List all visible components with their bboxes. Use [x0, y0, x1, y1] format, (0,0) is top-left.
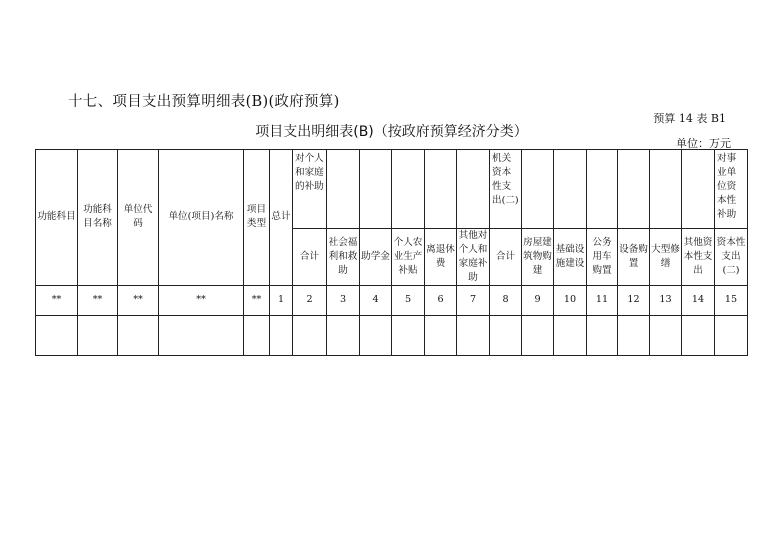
- table-cell: **: [78, 285, 118, 315]
- header-unit-project-name: 单位(项目)名称: [159, 150, 244, 286]
- empty-cell: [360, 315, 392, 355]
- empty-cell: [159, 315, 244, 355]
- header-g3-capital: 资本性支出(二): [715, 229, 748, 286]
- empty-cell: [554, 315, 587, 355]
- table-cell: 5: [392, 285, 425, 315]
- empty-cell: [36, 315, 78, 355]
- header-func-subject-name: 功能科目名称: [78, 150, 118, 286]
- empty-cell: [244, 315, 270, 355]
- table-cell: 11: [587, 285, 618, 315]
- header-g1-scholarship: 助学金: [360, 229, 392, 286]
- header-g2-total: 合计: [490, 229, 522, 286]
- header-group-personal-subsidy: 对个人和家庭的补助: [293, 150, 327, 229]
- empty-cell: [490, 315, 522, 355]
- table-cell: 7: [457, 285, 490, 315]
- header-g1-agri-subsidy: 个人农业生产补贴: [392, 229, 425, 286]
- header-g2-other: 其他资本性支出: [682, 229, 715, 286]
- header-spacer: [682, 150, 715, 229]
- empty-cell: [118, 315, 159, 355]
- table-cell: **: [244, 285, 270, 315]
- header-spacer: [618, 150, 650, 229]
- empty-cell: [522, 315, 554, 355]
- unit-label: 单位：万元: [676, 137, 731, 150]
- empty-cell: [327, 315, 360, 355]
- project-expenditure-table: [35, 149, 748, 356]
- form-code: 预算 14 表 B1: [653, 112, 726, 125]
- table-cell: 15: [715, 285, 748, 315]
- table-cell: **: [159, 285, 244, 315]
- header-spacer: [360, 150, 392, 229]
- header-group-institution-subsidy: 对事业单位资本性补助: [715, 150, 748, 229]
- table-cell: 13: [650, 285, 682, 315]
- header-g2-vehicle: 公务用车购置: [587, 229, 618, 286]
- empty-cell: [715, 315, 748, 355]
- table-cell: 8: [490, 285, 522, 315]
- section-title: 十七、项目支出预算明细表(B)(政府预算): [68, 94, 340, 110]
- table-cell: **: [36, 285, 78, 315]
- empty-cell: [682, 315, 715, 355]
- header-g2-building: 房屋建筑物购建: [522, 229, 554, 286]
- header-g2-infrastructure: 基础设施建设: [554, 229, 587, 286]
- header-func-subject: 功能科目: [36, 150, 78, 286]
- header-g1-total: 合计: [293, 229, 327, 286]
- table-cell: **: [118, 285, 159, 315]
- header-spacer: [587, 150, 618, 229]
- table-cell: 10: [554, 285, 587, 315]
- header-spacer: [327, 150, 360, 229]
- header-spacer: [457, 150, 490, 229]
- empty-cell: [293, 315, 327, 355]
- header-g1-retirement: 离退休费: [425, 229, 457, 286]
- header-g2-repair: 大型修缮: [650, 229, 682, 286]
- header-spacer: [650, 150, 682, 229]
- table-title: 项目支出明细表(B)（按政府预算经济分类）: [255, 124, 528, 140]
- header-spacer: [522, 150, 554, 229]
- empty-cell: [650, 315, 682, 355]
- table-cell: 4: [360, 285, 392, 315]
- table-cell: 6: [425, 285, 457, 315]
- header-spacer: [425, 150, 457, 229]
- empty-cell: [270, 315, 293, 355]
- table-cell: 2: [293, 285, 327, 315]
- header-g2-equipment: 设备购置: [618, 229, 650, 286]
- header-unit-code: 单位代码: [118, 150, 159, 286]
- header-total: 总计: [270, 150, 293, 286]
- table-cell: 12: [618, 285, 650, 315]
- table-cell: 9: [522, 285, 554, 315]
- table-cell: 3: [327, 285, 360, 315]
- empty-cell: [457, 315, 490, 355]
- header-spacer: [392, 150, 425, 229]
- header-group-capital-expense: 机关资本性支出(二): [490, 150, 522, 229]
- table-cell: 1: [270, 285, 293, 315]
- header-g1-welfare: 社会福利和救助: [327, 229, 360, 286]
- empty-cell: [425, 315, 457, 355]
- header-g1-other: 其他对个人和家庭补助: [457, 229, 490, 286]
- header-project-type: 项目类型: [244, 150, 270, 286]
- table-cell: 14: [682, 285, 715, 315]
- empty-cell: [618, 315, 650, 355]
- empty-cell: [392, 315, 425, 355]
- header-spacer: [554, 150, 587, 229]
- empty-cell: [587, 315, 618, 355]
- empty-cell: [78, 315, 118, 355]
